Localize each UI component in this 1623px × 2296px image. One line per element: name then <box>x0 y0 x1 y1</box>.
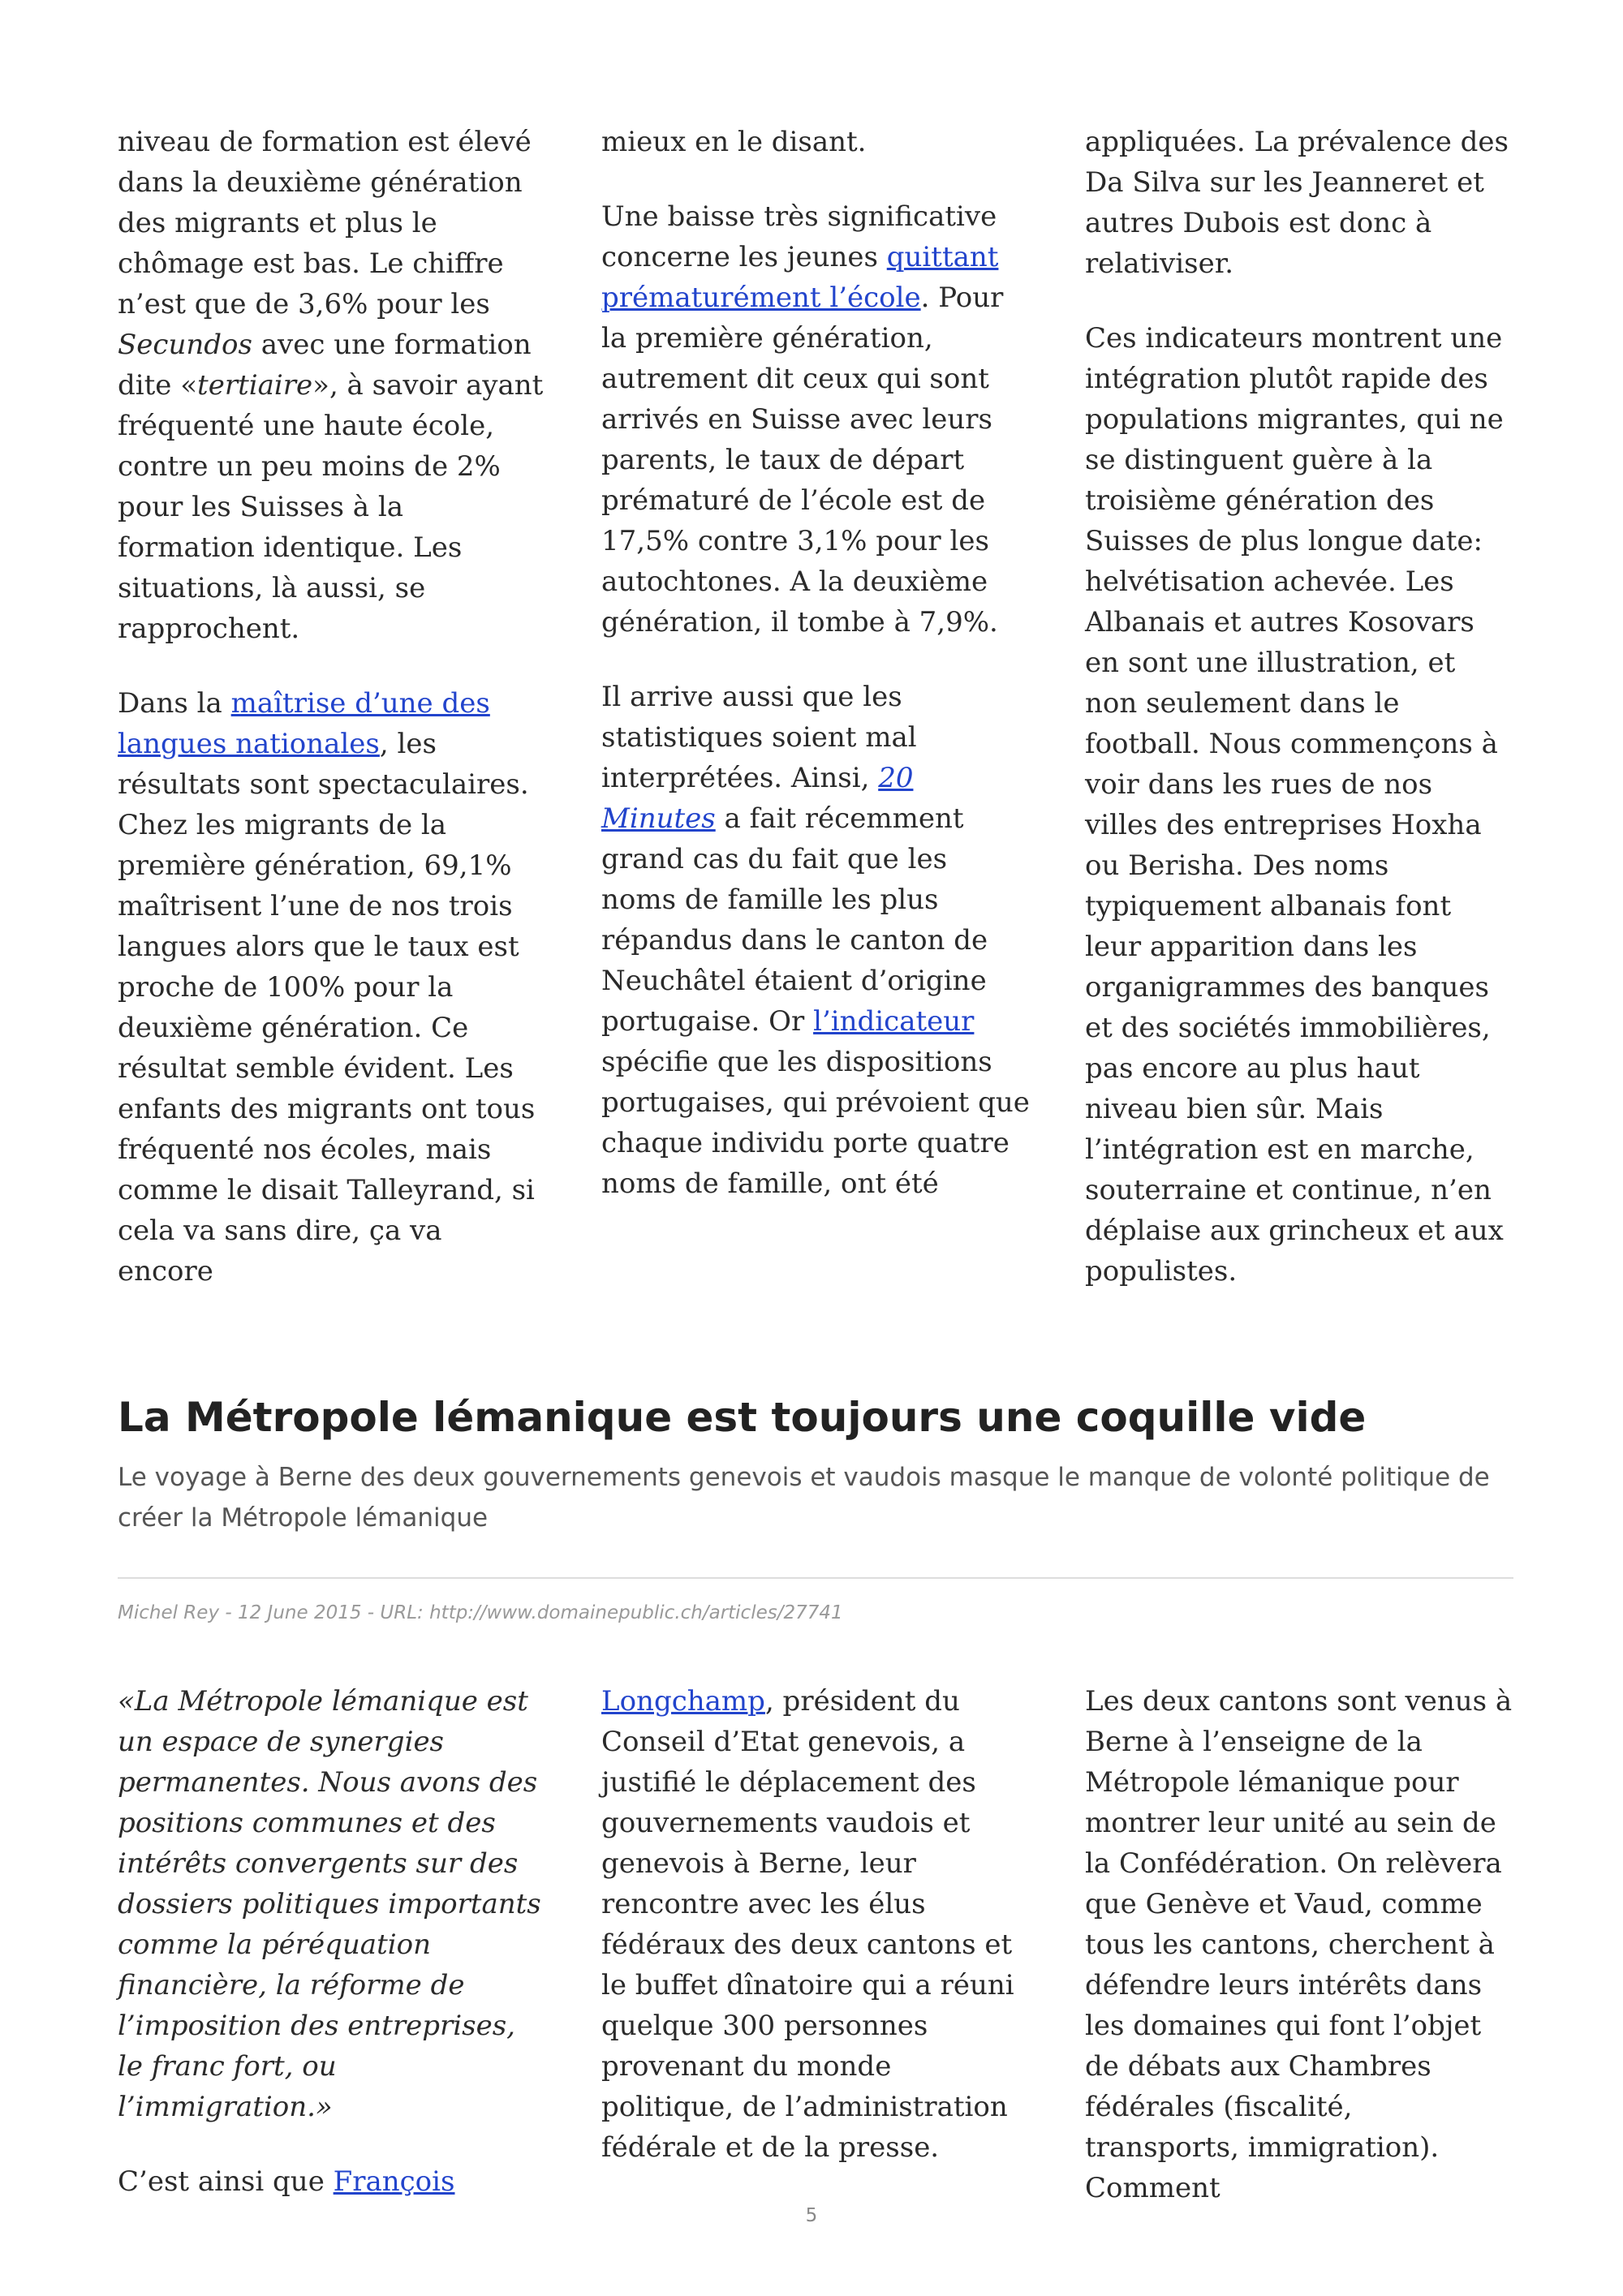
article-column-3 <box>1085 1681 1513 2242</box>
article-paragraph-longchamp: Longchamp, président du Conseil d’Etat genevois, a justifié le déplacement des gouvernements vaudois et genevois à Berne, leur rencontre avec les élus fédéraux des deux cantons et le buffet dînatoire qui a réuni quelque 300 personnes provenant du monde politique, de l’administration fédérale et de la presse. <box>601 1685 1014 2164</box>
prev-paragraph-baisse: Une baisse très significative concerne les jeunes quittant prématurément l’école. Pour la première génération, autrement dit ceux qui sont arrivés en Suisse avec leurs parents, le taux de départ prématuré de l’école est de 17,5% contre 3,1% pour les autochtones. A la deuxième génération, il tombe à 7,9%. <box>601 200 1004 638</box>
page-number: 5 <box>805 2205 818 2226</box>
prev-paragraph-langues: Dans la maîtrise d’une des langues nationales, les résultats sont spectaculaires. Chez les migrants de la première génération, 69,1% maîtrisent l’une de nos trois langues alors que le taux est proche de 100% pour la deuxième génération. Ce résultat semble évident. Les enfants des migrants ont tous fréquenté nos écoles, mais comme le disait Talleyrand, si cela va sans dire, ça va encore <box>118 687 536 1288</box>
prev-paragraph-indicateurs: Ces indicateurs montrent une intégration plutôt rapide des populations migrantes, qui ne se distinguent guère à la troisième génération des Suisses de plus longue date: helvétisation achevée. Les Albanais et autres Kosovars en sont une illustration, et non seulement dans le football. Nous commençons à voir dans les rues de nos villes des entreprises Hoxha ou Berisha. Des noms typiquement albanais font leur apparition dans les organigrammes des banques et des sociétés immobilières, pas encore au plus haut niveau bien sûr. Mais l’intégration est en marche, souterraine et continue, n’en déplaise aux grincheux et aux populistes. <box>1085 322 1504 1288</box>
tertiaire-term: tertiaire <box>197 369 313 402</box>
prev-article-column-3 <box>1085 122 1513 1326</box>
link-indicateur[interactable]: l’indicateur <box>813 1005 975 1038</box>
prev-paragraph-prevalence: appliquées. La prévalence des Da Silva sur les Jeanneret et autres Dubois est donc à relativiser. <box>1085 126 1509 280</box>
article-paragraph-intro: C’est ainsi que François <box>118 2165 455 2198</box>
article-meta: Michel Rey - 12 June 2015 - URL: http://www.domainepublic.ch/articles/27741 <box>118 1602 843 1623</box>
article-columns <box>118 1681 1513 2242</box>
link-maitrise-langues[interactable]: maîtrise d’une des langues nationales <box>118 687 490 760</box>
prev-paragraph-formation: niveau de formation est élevé dans la deuxième génération des migrants et plus le chômage est bas. Le chiffre n’est que de 3,6% pour les Secundos avec une formation dite «tertiaire», à savoir ayant fréquenté une haute école, contre un peu moins de 2% pour les Suisses à la formation identique. Les situations, là aussi, se rapprochent. <box>118 126 544 645</box>
article-subtitle: Le voyage à Berne des deux gouvernements genevois et vaudois masque le manque de volonté politique de créer la Métropole lémanique <box>118 1463 1490 1533</box>
link-francois[interactable]: François <box>333 2165 455 2198</box>
link-quittant-ecole[interactable]: quittant prématurément l’école <box>601 241 999 314</box>
prev-article-columns <box>118 122 1513 1326</box>
article-paragraph-cantons: Les deux cantons sont venus à Berne à l’enseigne de la Métropole lémanique pour montrer leur unité au sein de la Confédération. On relèvera que Genève et Vaud, comme tous les cantons, cherchent à défendre leurs intérêts dans les domaines qui font l’objet de débats aux Chambres fédérales (fiscalité, transports, immigration). Comment <box>1085 1685 1513 2204</box>
prev-paragraph-disant: mieux en le disant. <box>601 126 867 158</box>
article-quote: «La Métropole lémanique est un espace de synergies permanentes. Nous avons des positions communes et des intérêts convergents sur des dossiers politiques importants comme la péréquation financière, la réforme de l’imposition des entreprises, le franc fort, ou l’immigration.» <box>118 1685 541 2123</box>
secundos-term: Secundos <box>118 329 252 361</box>
article-column-2 <box>601 1681 1030 2242</box>
article-title: La Métropole lémanique est toujours une coquille vide <box>118 1394 1367 1441</box>
prev-article-column-1 <box>118 122 546 1326</box>
link-longchamp[interactable]: Longchamp <box>601 1685 765 1718</box>
article-column-1 <box>118 1681 546 2242</box>
link-20-minutes[interactable]: 20 Minutes <box>601 762 914 835</box>
header-divider <box>118 1577 1513 1579</box>
prev-article-column-2 <box>601 122 1030 1326</box>
prev-paragraph-statistiques: Il arrive aussi que les statistiques soient mal interprétées. Ainsi, 20 Minutes a fait récemment grand cas du fait que les noms de famille les plus répandus dans le canton de Neuchâtel étaient d’origine portugaise. Or l’indicateur spécifie que les dispositions portugaises, qui prévoient que chaque individu porte quatre noms de famille, ont été <box>601 681 1030 1200</box>
